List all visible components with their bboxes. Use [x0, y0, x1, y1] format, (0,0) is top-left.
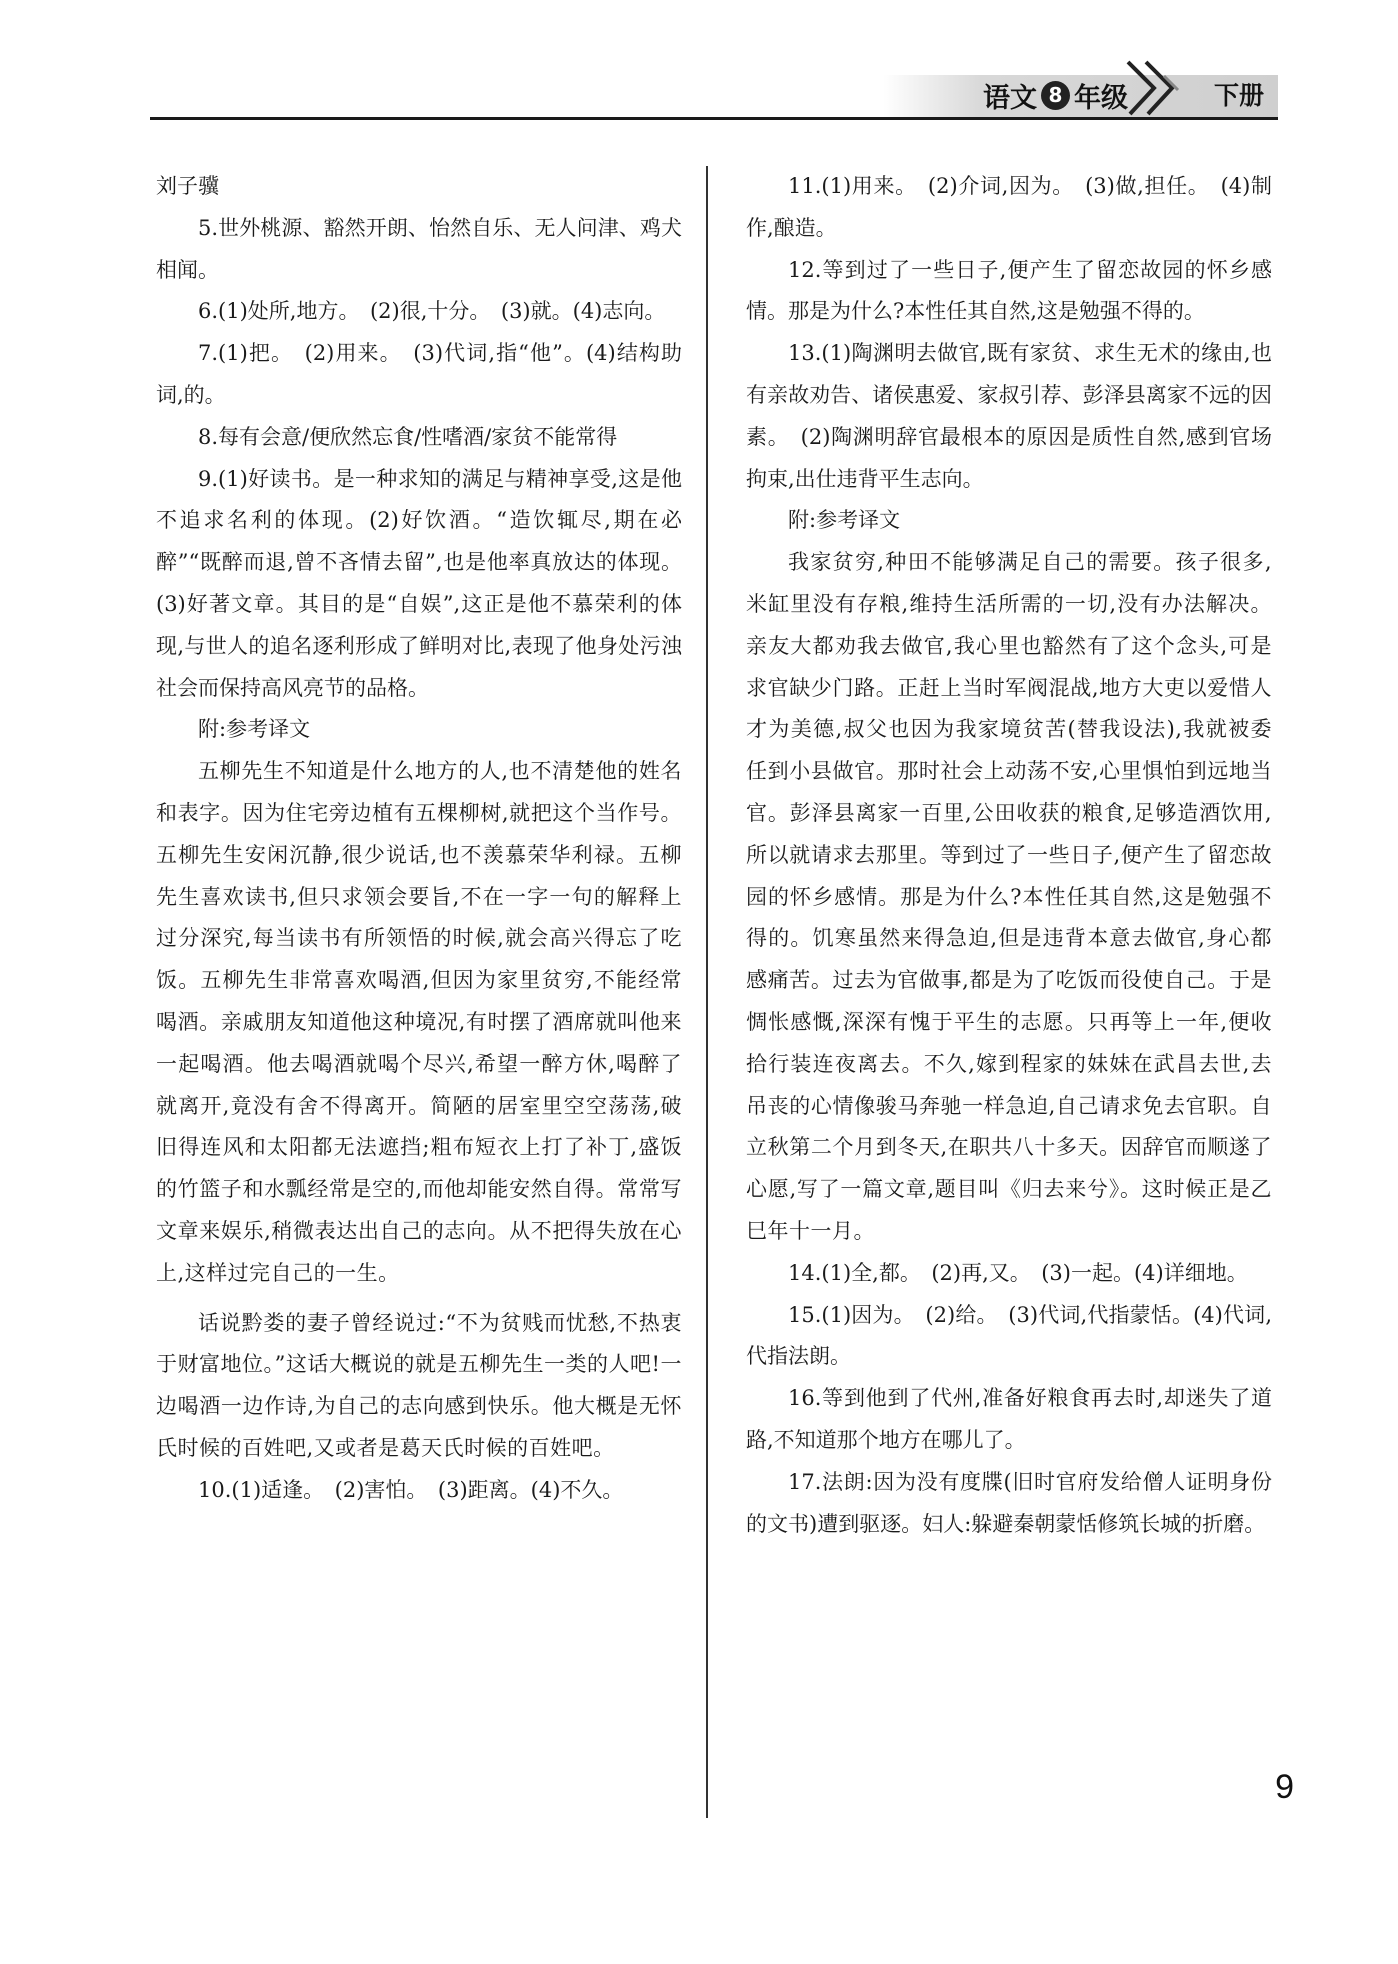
paragraph: 11.(1)用来。 (2)介词,因为。 (3)做,担任。 (4)制作,酿造。 — [746, 174, 1272, 240]
subject-label: 语文 — [983, 82, 1037, 114]
paragraph: 9.(1)好读书。是一种求知的满足与精神享受,这是他不追求名利的体现。(2)好饮酒。“造饮辄尽,期在必醉”“既醉而退,曾不吝情去留”,也是他率真放达的体现。(3)好著文章。其目的是“自娱”,这正是他不慕荣利的体现,与世人的追名逐利形成了鲜明对比,表现了他身处污浊社会而保持高风亮节的品格。 — [156, 466, 682, 700]
answer-column-left — [156, 166, 682, 1512]
column-divider — [706, 166, 708, 1818]
paragraph: 17.法朗:因为没有度牒(旧时官府发给僧人证明身份的文书)遭到驱逐。妇人:躲避秦朝蒙恬修筑长城的折磨。 — [746, 1469, 1272, 1536]
grade-suffix: 年级 — [1074, 82, 1128, 114]
paragraph: 8.每有会意/便欣然忘食/性嗜酒/家贫不能常得 — [198, 424, 618, 449]
paragraph: 刘子骥 — [156, 174, 219, 198]
paragraph: 10.(1)适逢。 (2)害怕。 (3)距离。(4)不久。 — [198, 1477, 624, 1502]
page-number: 9 — [1275, 1768, 1294, 1806]
paragraph: 13.(1)陶渊明去做官,既有家贫、求生无术的缘由,也有亲故劝告、诸侯惠爱、家叔引荐、彭泽县离家不远的因素。 (2)陶渊明辞官最根本的原因是质性自然,感到官场拘束,出仕违背平生志向。 — [746, 341, 1272, 491]
paragraph: 14.(1)全,都。 (2)再,又。 (3)一起。(4)详细地。 — [788, 1260, 1248, 1285]
volume-label: 下册 — [1213, 81, 1264, 110]
paragraph: 附:参考译文 — [788, 508, 901, 533]
double-chevron-icon — [1124, 58, 1186, 116]
header-subject-grade — [983, 78, 1128, 112]
header-rule — [150, 117, 1278, 120]
paragraph: 6.(1)处所,地方。 (2)很,十分。 (3)就。(4)志向。 — [198, 299, 666, 324]
answer-column-right — [746, 166, 1272, 1545]
paragraph: 7.(1)把。 (2)用来。 (3)代词,指“他”。(4)结构助词,的。 — [156, 341, 682, 407]
paragraph: 12.等到过了一些日子,便产生了留恋故园的怀乡感情。那是为什么?本性任其自然,这是勉强不得的。 — [746, 257, 1272, 324]
page-header — [150, 50, 1278, 120]
paragraph: 我家贫穷,种田不能够满足自己的需要。孩子很多,米缸里没有存粮,维持生活所需的一切,没有办法解决。亲友大都劝我去做官,我心里也豁然有了这个念头,可是求官缺少门路。正赶上当时军阀混战,地方大吏以爱惜人才为美德,叔父也因为我家境贫苦(替我设法),我就被委任到小县做官。那时社会上动荡不安,心里惧怕到远地当官。彭泽县离家一百里,公田收获的粮食,足够造酒饮用,所以就请求去那里。等到过了一些日子,便产生了留恋故园的怀乡感情。那是为什么?本性任其自然,这是勉强不得的。饥寒虽然来得急迫,但是违背本意去做官,身心都感痛苦。过去为官做事,都是为了吃饭而役使自己。于是惆怅感慨,深深有愧于平生的志愿。只再等上一年,便收拾行装连夜离去。不久,嫁到程家的妹妹在武昌去世,去吊丧的心情像骏马奔驰一样急迫,自己请求免去官职。自立秋第二个月到冬天,在职共八十多天。因辞官而顺遂了心愿,写了一篇文章,题目叫《归去来兮》。这时候正是乙巳年十一月。 — [746, 550, 1272, 1243]
paragraph: 话说黔娄的妻子曾经说过:“不为贫贱而忧愁,不热衷于财富地位。”这话大概说的就是五柳先生一类的人吧!一边喝酒一边作诗,为自己的志向感到快乐。他大概是无怀氏时候的百姓吧,又或者是葛天氏时候的百姓吧。 — [156, 1310, 682, 1460]
paragraph: 15.(1)因为。 (2)给。 (3)代词,代指蒙恬。(4)代词,代指法朗。 — [746, 1302, 1272, 1369]
paragraph: 5.世外桃源、豁然开朗、怡然自乐、无人问津、鸡犬相闻。 — [156, 215, 682, 282]
paragraph: 16.等到他到了代州,准备好粮食再去时,却迷失了道路,不知道那个地方在哪儿了。 — [746, 1386, 1272, 1452]
grade-badge: 8 — [1041, 81, 1070, 110]
paragraph: 附:参考译文 — [198, 717, 311, 742]
paragraph: 五柳先生不知道是什么地方的人,也不清楚他的姓名和表字。因为住宅旁边植有五棵柳树,就把这个当作号。五柳先生安闲沉静,很少说话,也不羡慕荣华利禄。五柳先生喜欢读书,但只求领会要旨,不在一字一句的解释上过分深究,每当读书有所领悟的时候,就会高兴得忘了吃饭。五柳先生非常喜欢喝酒,但因为家里贫穷,不能经常喝酒。亲戚朋友知道他这种境况,有时摆了酒席就叫他来一起喝酒。他去喝酒就喝个尽兴,希望一醉方休,喝醉了就离开,竟没有舍不得离开。简陋的居室里空空荡荡,破旧得连风和太阳都无法遮挡;粗布短衣上打了补丁,盛饭的竹篮子和水瓢经常是空的,而他却能安然自得。常常写文章来娱乐,稍微表达出自己的志向。从不把得失放在心上,这样过完自己的一生。 — [156, 759, 682, 1285]
